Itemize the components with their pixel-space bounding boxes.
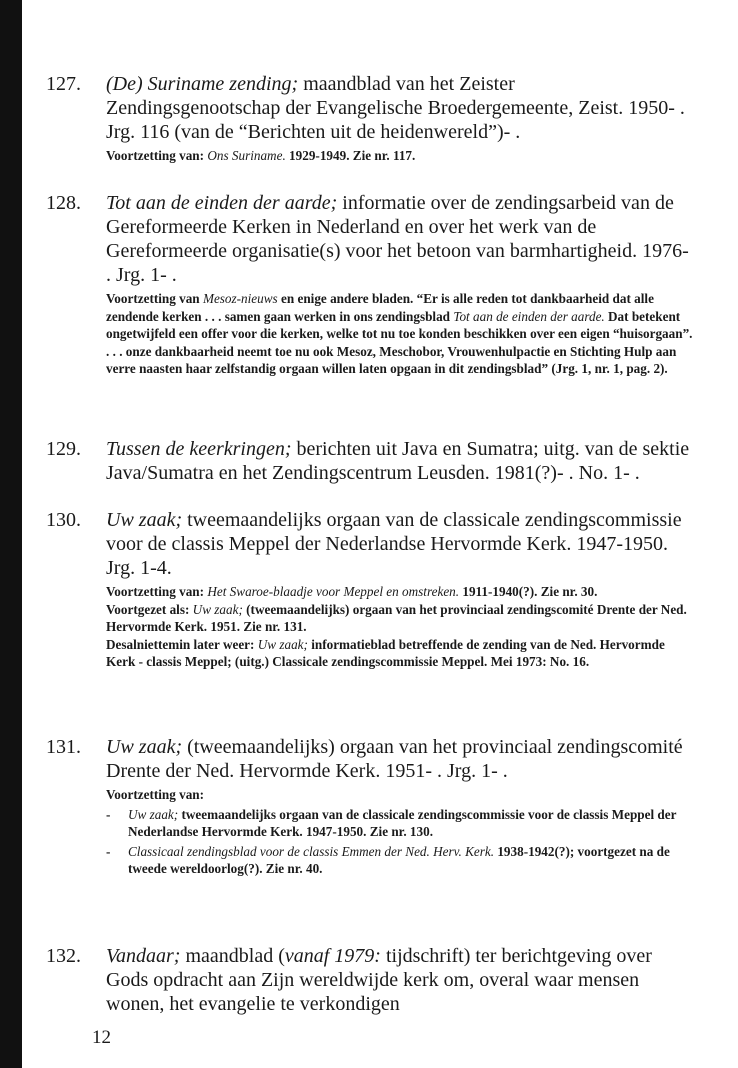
entry-title: Uw zaak; [106, 736, 183, 758]
entry-note [106, 786, 694, 804]
item-rest: tweemaandelijks orgaan van de classicale zendingscommissie voor de classis Meppel der Nederlandse Hervormde Kerk. 1947-1950. Zie nr. 130. [128, 806, 677, 839]
entry-129 [46, 437, 694, 485]
entry-notes [106, 583, 694, 671]
entry-main-text [106, 508, 694, 580]
item-title: Uw zaak; [128, 806, 179, 822]
entry-title: Uw zaak; [106, 509, 183, 531]
note-continued-as [106, 601, 694, 636]
entry-description: maandblad van het Zeister Zendingsgenootschap der Evangelische Broedergemeente, Zeist. 1950- . Jrg. 116 (van de “Berichten uit de heidenwereld”)- . [106, 73, 685, 143]
note-list [106, 806, 694, 878]
entry-title: Tussen de keerkringen; [106, 438, 292, 460]
note-later [106, 636, 694, 671]
note-prefix: Desalniettemin later weer: [106, 636, 255, 652]
entry-description: berichten uit Java en Sumatra; uitg. van de sektie Java/Sumatra en het Zendingscentrum Leusden. 1981(?)- . No. 1- . [106, 438, 690, 484]
entry-description: (tweemaandelijks) orgaan van het provinciaal zendingscomité Drente der Ned. Hervormde Kerk. 1951- . Jrg. 1- . [106, 736, 683, 782]
note-text: Voortzetting van [106, 291, 200, 306]
entry-title: (De) Suriname zending; [106, 73, 299, 95]
entry-main-text [106, 735, 694, 783]
entry-description: maandblad ( [185, 945, 285, 967]
note-prefix: Voortgezet als: [106, 601, 190, 617]
entry-description: informatie over de zendingsarbeid van de Gereformeerde Kerken in Nederland en over het werk van de Gereformeerde organisatie(s) voor het betoon van barmhartigheid. 1976- . Jrg. 1- . [106, 192, 689, 286]
note-title: Tot aan de einden der aarde. [453, 308, 605, 324]
note-rest: 1929-1949. Zie nr. 117. [289, 148, 416, 163]
note-title: Uw zaak; [192, 601, 243, 617]
entry-main-text [106, 191, 694, 287]
entry-number: 131. [46, 736, 81, 758]
note-rest: informatieblad betreffende de zending van de Ned. Hervormde Kerk - classis Meppel; (uitg.) Classicale zendingscommissie Meppel. Mei 1973: No. 16. [106, 636, 665, 669]
scan-edge-bar [0, 0, 22, 1068]
entry-note [106, 290, 694, 378]
note-title: Mesoz-nieuws [202, 291, 278, 306]
note-continuation [106, 583, 694, 601]
entry-number: 128. [46, 192, 81, 214]
note-prefix: Voortzetting van: [106, 787, 205, 802]
page-number: 12 [92, 1027, 111, 1048]
note-rest: (tweemaandelijks) orgaan van het provinciaal zendingscomité Drente der Ned. Hervormde Kerk. 1951. Zie nr. 131. [106, 601, 687, 634]
entry-128 [46, 191, 694, 378]
entry-number: 130. [46, 509, 81, 531]
note-text: Dat betekent ongetwijfeld een offer voor die kerken, welke tot nu toe konden beschikken over een eigen “huisorgaan”. . . . onze dankbaarheid neemt toe nu ook Mesoz, Meschobor, Vrouwenhulpactie en Stichting Hulp aan verre naasten haar zelfstandig orgaan willen laten opgaan in dit zendingsblad” (Jrg. 1, nr. 1, pag. 2). [106, 308, 693, 376]
entry-note [106, 147, 694, 165]
note-title: Het Swaroe-blaadje voor Meppel en omstreken. [207, 584, 460, 599]
note-prefix: Voortzetting van: [106, 584, 205, 599]
entry-132 [46, 944, 694, 1016]
entry-main-text [106, 437, 694, 485]
note-title: Uw zaak; [257, 636, 308, 652]
entry-description: tijdschrift) ter berichtgeving over Gods opdracht aan Zijn wereldwijde kerk om, overal waar mensen wonen, het evangelie te verkondigen [106, 945, 652, 1015]
note-prefix: Voortzetting van: [106, 148, 205, 163]
entry-130 [46, 508, 694, 671]
item-rest: 1938-1942(?); voortgezet na de tweede wereldoorlog(?). Zie nr. 40. [128, 843, 670, 876]
entry-number: 127. [46, 73, 81, 95]
entry-number: 129. [46, 438, 81, 460]
list-item: - Classicaal zendingsblad voor de classis Emmen der Ned. Herv. Kerk. 1938-1942(?); voortgezet na de tweede wereldoorlog(?). Zie nr. 40. [106, 843, 670, 876]
list-item: - Uw zaak; tweemaandelijks orgaan van de classicale zendingscommissie voor de classis Meppel der Nederlandse Hervormde Kerk. 1947-1950. Zie nr. 130. [106, 806, 677, 839]
entry-main-text [106, 72, 694, 144]
entry-title: Tot aan de einden der aarde; [106, 192, 338, 214]
note-rest: 1911-1940(?). Zie nr. 30. [462, 584, 598, 599]
entry-127 [46, 72, 694, 165]
entry-131 [46, 735, 694, 880]
item-title: Classicaal zendingsblad voor de classis Emmen der Ned. Herv. Kerk. [128, 843, 495, 859]
note-title: Ons Suriname. [207, 148, 286, 163]
note-text: en enige andere bladen. “Er is alle reden tot dankbaarheid dat alle zendende kerken . . . samen gaan werken in ons zendingsblad [106, 291, 654, 324]
entry-main-text [106, 944, 694, 1016]
entry-description-italic: vanaf 1979: [284, 945, 381, 967]
entry-number: 132. [46, 945, 81, 967]
entry-description: tweemaandelijks orgaan van de classicale zendingscommissie voor de classis Meppel der Nederlandse Hervormde Kerk. 1947-1950. Jrg. 1-4. [106, 509, 682, 579]
entry-title: Vandaar; [106, 945, 181, 967]
